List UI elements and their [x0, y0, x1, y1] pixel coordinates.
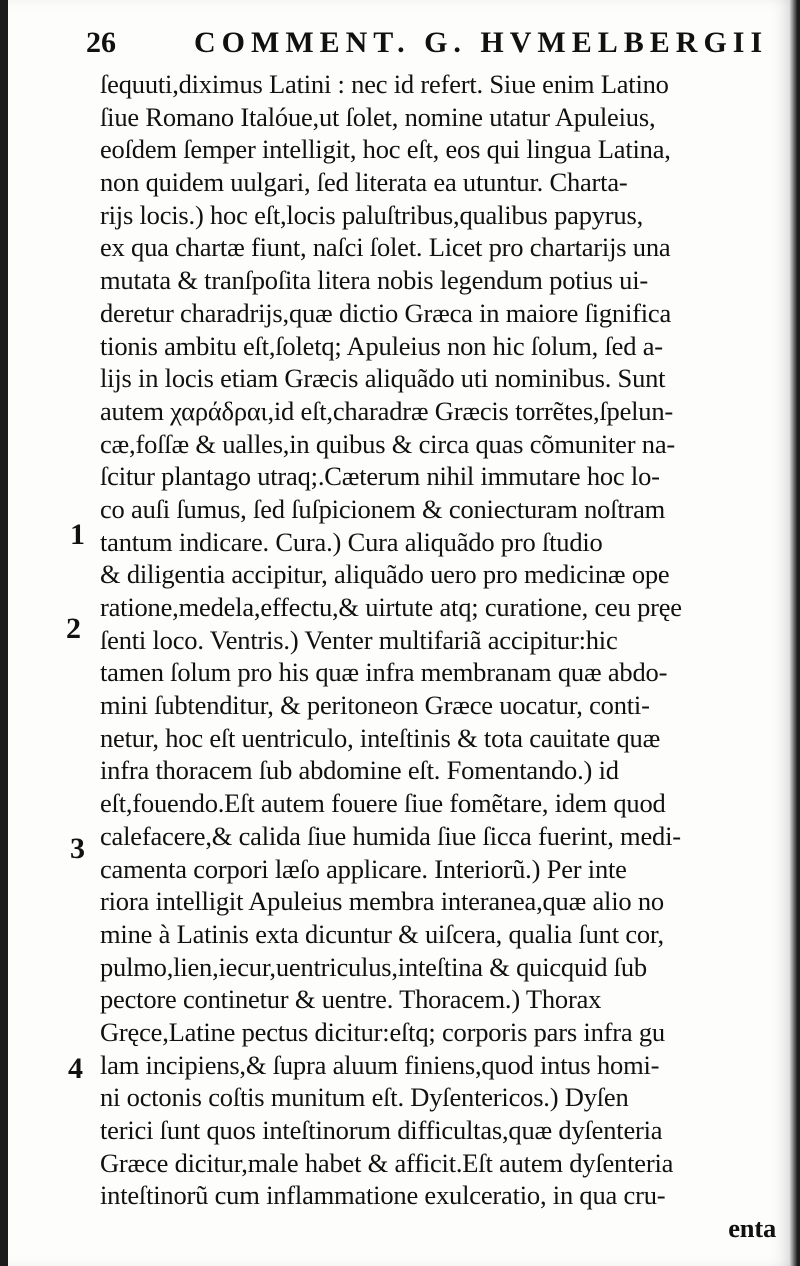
text-line: co auſi ſumus, ſed ſuſpicionem & coniecturam noſtram [100, 493, 666, 524]
text-line: eoſdem ſemper intelligit, hoc eſt, eos qui lingua Latina, [100, 134, 671, 165]
text-line: lijs in locis etiam Græcis aliquãdo uti nominibus. Sunt [100, 363, 666, 394]
text-line: cæ,foſſæ & ualles,in quibus & circa quas cõmuniter na- [100, 428, 676, 459]
text-line: Græce dicitur,male habet & afficit.Eſt autem dyſenteria [100, 1147, 674, 1178]
text-line: Gręce,Latine pectus dicitur:eſtq; corporis pars infra gu [100, 1016, 665, 1047]
text-line: ſequuti,diximus Latini : nec id refert. Siue enim Latino [100, 69, 669, 99]
text-line: calefacere,& calida ſiue humida ſiue ſicca fuerint, medi- [100, 820, 681, 851]
text-line: ni octonis coſtis munitum eſt. Dyſentericos.) Dyſen [100, 1082, 629, 1113]
text-line: mutata & tranſpoſita litera nobis legendum potius ui- [100, 265, 648, 296]
text-line: lam incipiens,& ſupra aluum finiens,quod intus homi- [100, 1049, 660, 1080]
text-line: ex qua chartæ fiunt, naſci ſolet. Licet pro chartarijs una [100, 232, 671, 263]
catchword: enta [728, 1213, 776, 1244]
margin-number: 1 [70, 518, 85, 551]
body-text [100, 68, 776, 1245]
margin-number: 2 [66, 612, 81, 645]
text-line: eſt,fouendo.Eſt autem fouere ſiue fomẽtare, idem quod [100, 788, 666, 819]
text-line: autem χαράδραι,id eſt,charadræ Græcis torrẽtes,ſpelun- [100, 395, 674, 426]
text-line: rijs locis.) hoc eſt,locis paluſtribus,qualibus papyrus, [100, 199, 644, 230]
running-head: COMMENT. G. HVMELBERGII [194, 26, 769, 59]
text-line: & diligentia accipitur, aliquãdo uero pro medicinæ ope [100, 559, 670, 590]
text-line: ſcitur plantago utraq;.Cæterum nihil immutare hoc lo- [100, 461, 660, 492]
text-line: mini ſubtenditur, & peritoneon Græce uocatur, conti- [100, 690, 650, 721]
text-line: tantum indicare. Cura.) Cura aliquãdo pro ſtudio [100, 526, 603, 557]
text-line: infra thoracem ſub abdomine eſt. Fomentando.) id [100, 755, 619, 786]
text-line: pulmo,lien,iecur,uentriculus,inteſtina & quicquid ſub [100, 951, 647, 982]
page-edge-shadow [790, 0, 798, 1266]
text-line: non quidem uulgari, ſed literata ea utuntur. Charta- [100, 167, 628, 198]
text-line: inteſtinorũ cum inflammatione exulceratio, in qua cru- [100, 1180, 666, 1211]
margin-number: 4 [68, 1052, 83, 1085]
book-page [8, 0, 798, 1266]
page-number: 26 [86, 26, 116, 59]
text-line: ratione,medela,effectu,& uirtute atq; curatione, ceu pręe [100, 592, 682, 622]
text-line: mine à Latinis exta dicuntur & uiſcera, qualia ſunt cor, [100, 918, 664, 949]
text-line: tionis ambitu eſt,ſoletq; Apuleius non hic ſolum, ſed a- [100, 330, 663, 361]
text-line: terici ſunt quos inteſtinorum difficultas,quæ dyſenteria [100, 1115, 663, 1145]
text-line: ſiue Romano Italóue,ut ſolet, nomine utatur Apuleius, [100, 101, 656, 132]
text-line: camenta corpori læſo applicare. Interiorũ.) Per inte [100, 853, 627, 884]
text-line: deretur charadrijs,quæ dictio Græca in maiore ſignifica [100, 297, 672, 328]
text-line: pectore continetur & uentre. Thoracem.) Thorax [100, 984, 602, 1015]
text-line: tamen ſolum pro his quæ infra membranam quæ abdo- [100, 657, 668, 688]
running-header [86, 26, 769, 66]
text-line: ſenti loco. Ventris.) Venter multifariã accipitur:hic [100, 624, 618, 655]
text-line: netur, hoc eſt uentriculo, inteſtinis & tota cauitate quæ [100, 722, 661, 753]
text-line: riora intelligit Apuleius membra interanea,quæ alio no [100, 886, 664, 917]
margin-number: 3 [70, 832, 85, 865]
